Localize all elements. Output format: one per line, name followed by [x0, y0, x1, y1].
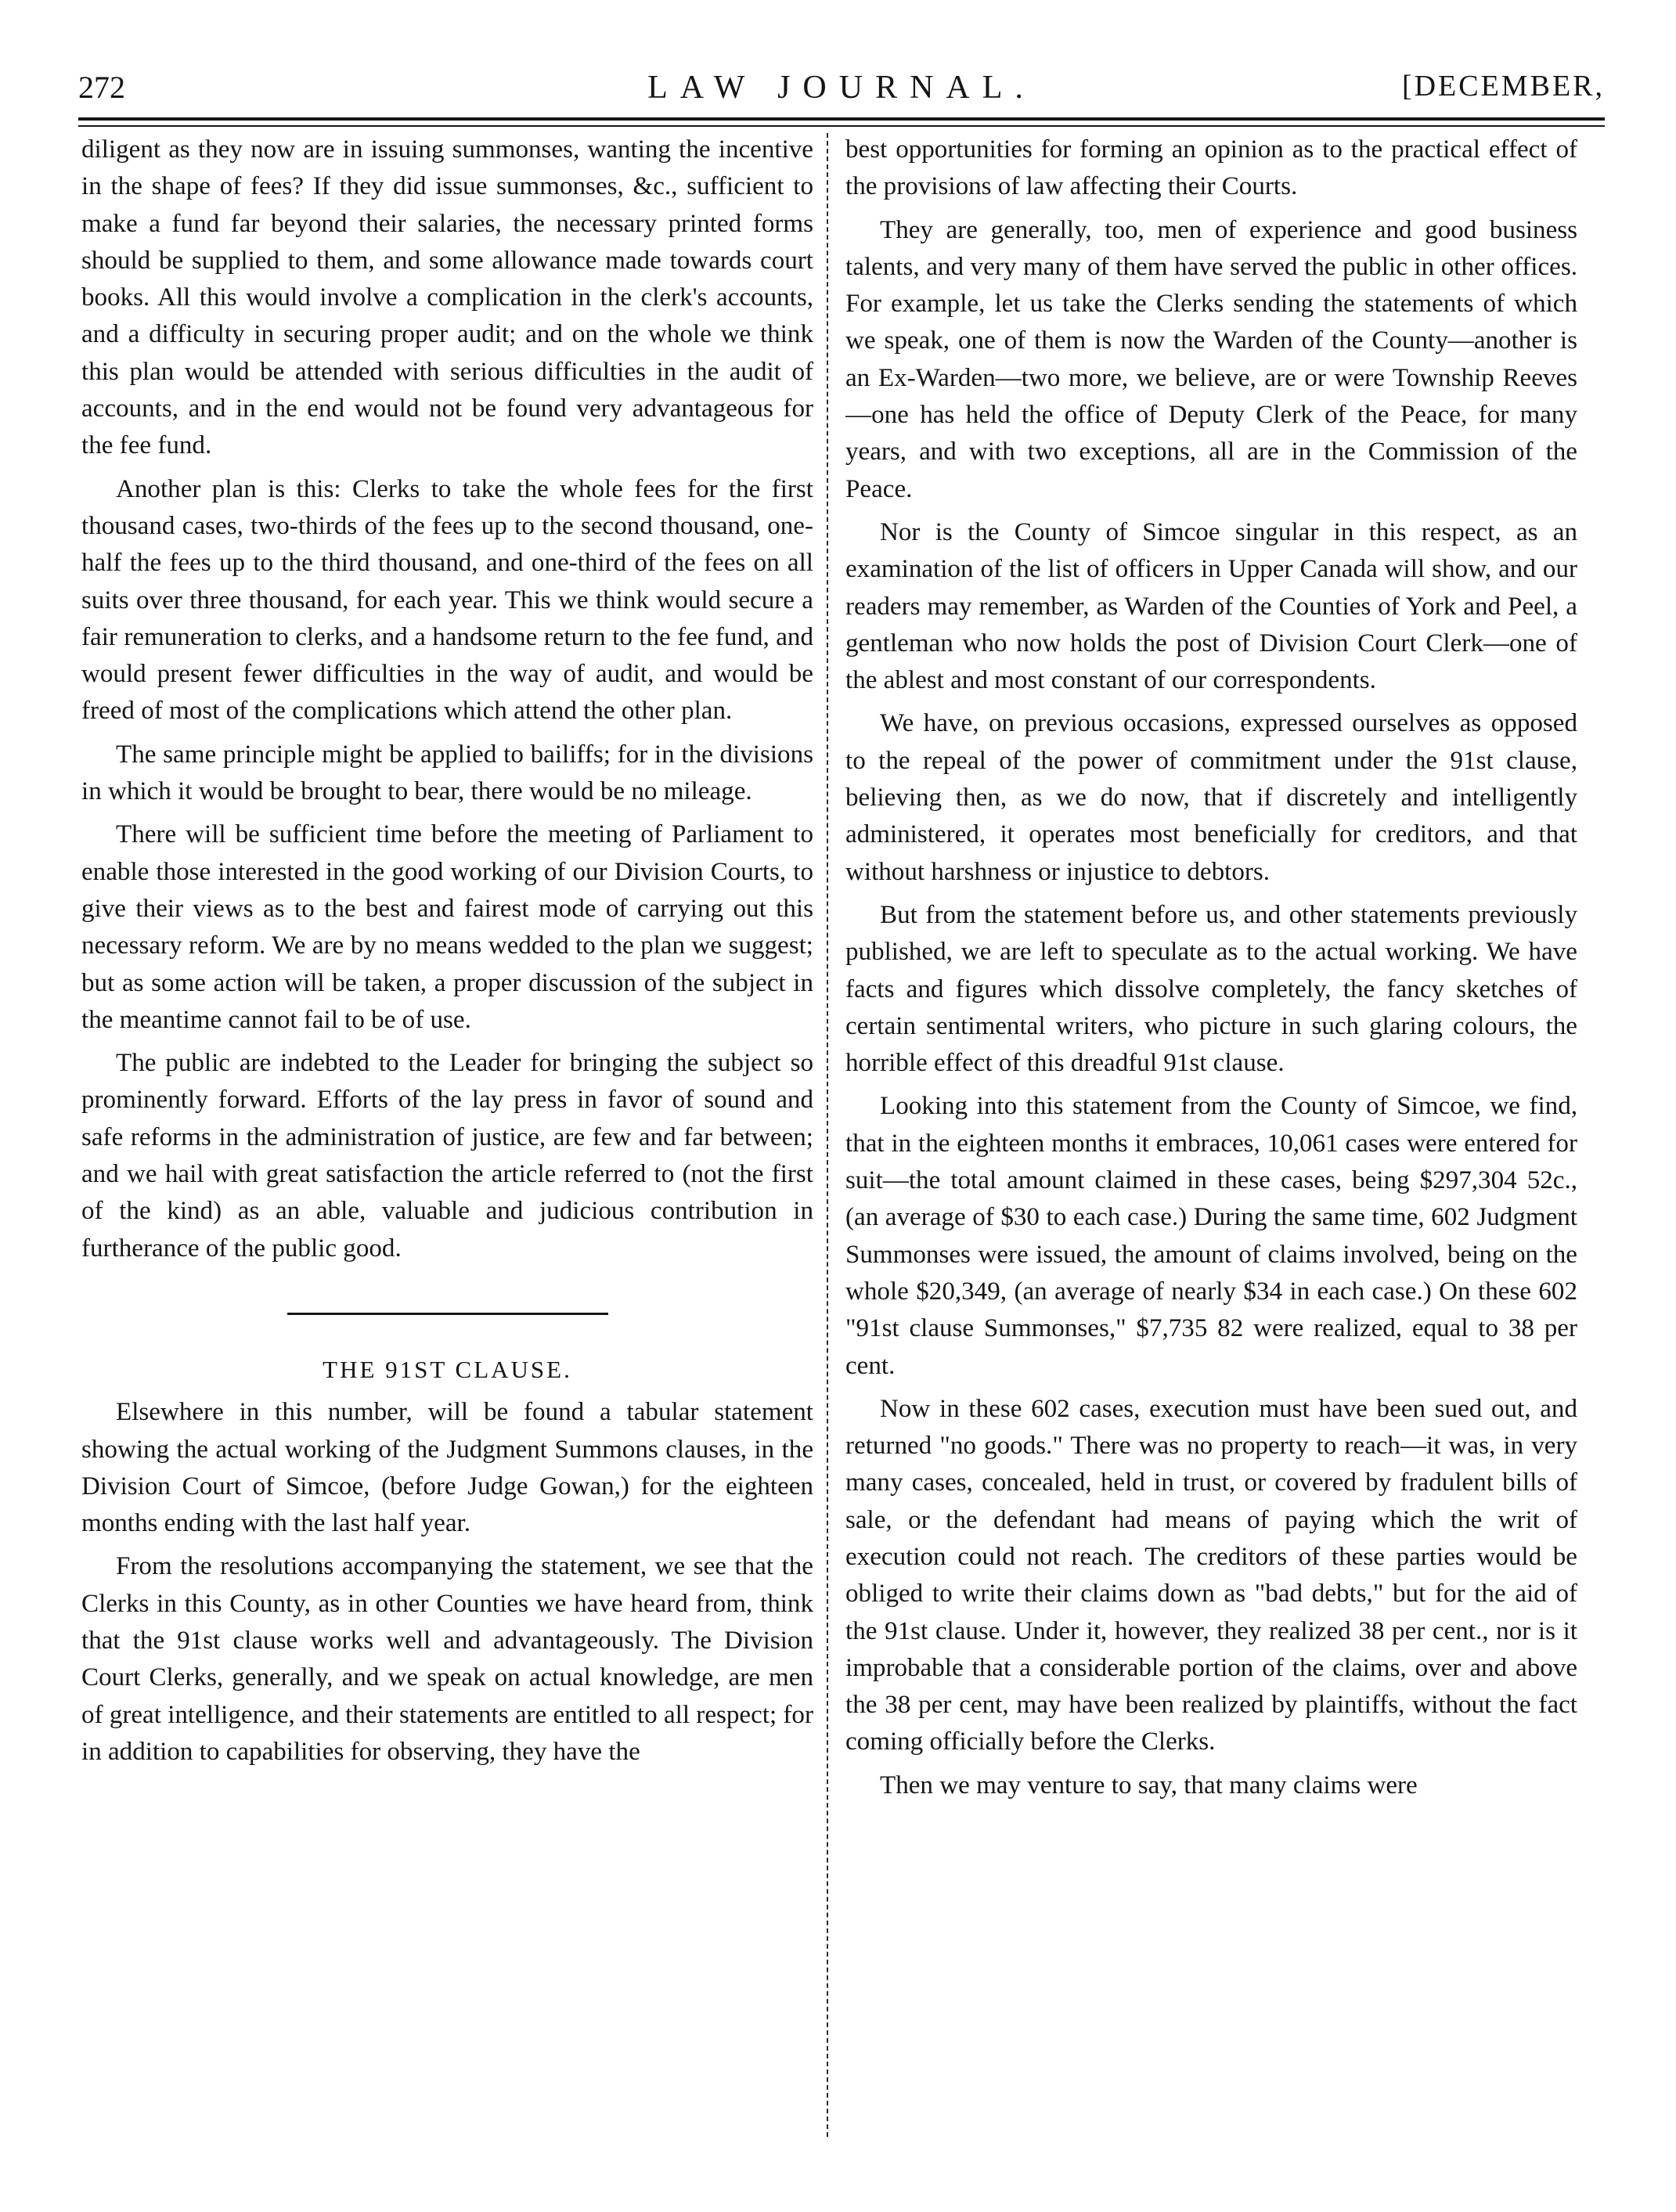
page-number: 272: [78, 70, 125, 105]
paragraph: But from the statement before us, and other statements previously published, we are left to speculate as to the actual working. We have facts and figures which dissolve completely, the fancy sketches of certain sentimental writers, who picture in such glaring colours, the horrible effect of this dreadful 91st clause.: [845, 900, 1577, 1078]
paragraph: There will be sufficient time before the meeting of Parliament to enable those interested in the good working of our Division Courts, to give their views as to the best and fairest mode of carrying out this necessary reform. We are by no means wedded to the plan we suggest; but as some action will be taken, a proper discussion of the subject in the meantime cannot fail to be of use.: [81, 820, 813, 1034]
header-rule: [78, 117, 1605, 121]
page-header: [78, 69, 1605, 116]
right-column: [845, 131, 1577, 2135]
paragraph: They are generally, too, men of experience and good business talents, and very many of them have served the public in other offices. For example, let us take the Clerks sending the statements of which we speak, one of them is now the Warden of the County—another is an Ex-Warden—two more, we believe, are or were Township Reeves—one has held the office of Deputy Clerk of the Peace, for many years, and with two exceptions, all are in the Commission of the Peace.: [845, 215, 1577, 503]
header-month: [DECEMBER,: [1401, 70, 1605, 103]
section-separator: [287, 1313, 608, 1315]
paragraph: best opportunities for forming an opinion as to the practical effect of the provisions of law affecting their Courts.: [845, 135, 1577, 201]
journal-title: LAW JOURNAL.: [647, 70, 1036, 106]
header-rule-thin: [78, 125, 1605, 127]
paragraph: Now in these 602 cases, execution must have been sued out, and returned "no goods." There was no property to reach—it was, in very many cases, concealed, held in trust, or covered by fradulent bills of sale, or the defendant had means of paying which the writ of execution could not reach. The creditors of these parties would be obliged to write their claims down as "bad debts," but for the aid of the 91st clause. Under it, however, they realized 38 per cent., nor is it improbable that a considerable portion of the claims, over and above the 38 per cent, may have been realized by plaintiffs, without the fact coming officially before the Clerks.: [845, 1394, 1577, 1756]
left-column: [81, 131, 813, 2135]
paragraph: From the resolutions accompanying the statement, we see that the Clerks in this County, as in other Counties we have heard from, think that the 91st clause works well and advantageously. The Division Court Clerks, generally, and we speak on actual knowledge, are men of great intelligence, and their statements are entitled to all respect; for in addition to capabilities for observing, they have the: [81, 1552, 813, 1766]
section-title: THE 91ST CLAUSE.: [323, 1355, 572, 1383]
paragraph: The public are indebted to the Leader for bringing the subject so prominently forward. Efforts of the lay press in favor of sound and safe reforms in the administration of justice, are few and far between; and we hail with great satisfaction the article referred to (not the first of the kind) as an able, valuable and judicious contribution in furtherance of the public good.: [81, 1049, 813, 1263]
column-divider: [827, 133, 828, 2137]
paragraph: We have, on previous occasions, expressed ourselves as opposed to the repeal of the power of commitment under the 91st clause, believing then, as we do now, that if discretely and intelligently administered, it operates most beneficially for creditors, and that without harshness or injustice to debtors.: [845, 709, 1577, 886]
paragraph: The same principle might be applied to bailiffs; for in the divisions in which it would be brought to bear, there would be no mileage.: [81, 740, 813, 806]
paragraph: Then we may venture to say, that many claims were: [880, 1771, 1418, 1800]
paragraph: Elsewhere in this number, will be found a tabular statement showing the actual working of the Judgment Summons clauses, in the Division Court of Simcoe, (before Judge Gowan,) for the eighteen months ending with the last half year.: [81, 1398, 813, 1538]
paragraph: Another plan is this: Clerks to take the whole fees for the first thousand cases, two-thirds of the fees up to the second thousand, one-half the fees up to the third thousand, and one-third of the fees on all suits over three thousand, for each year. This we think would secure a fair remuneration to clerks, and a handsome return to the fee fund, and would present fewer difficulties in the way of audit, and would be freed of most of the complications which attend the other plan.: [81, 474, 813, 726]
paragraph: Looking into this statement from the County of Simcoe, we find, that in the eighteen months it embraces, 10,061 cases were entered for suit—the total amount claimed in these cases, being $297,304 52c., (an average of $30 to each case.) During the same time, 602 Judgment Summonses were issued, the amount of claims involved, being on the whole $20,349, (an average of nearly $34 in each case.) On these 602 "91st clause Summonses," $7,735 82 were realized, equal to 38 per cent.: [845, 1092, 1577, 1380]
paragraph: Nor is the County of Simcoe singular in this respect, as an examination of the list of officers in Upper Canada will show, and our readers may remember, as Warden of the Counties of York and Peel, a gentleman who now holds the post of Division Court Clerk—one of the ablest and most constant of our correspondents.: [845, 517, 1577, 695]
paragraph: diligent as they now are in issuing summonses, wanting the incentive in the shape of fees? If they did issue summonses, &c., sufficient to make a fund far beyond their salaries, the necessary printed forms should be supplied to them, and some allowance made towards court books. All this would involve a complication in the clerk's accounts, and a difficulty in securing proper audit; and on the whole we think this plan would be attended with serious difficulties in the audit of accounts, and in the end would not be found very advantageous for the fee fund.: [81, 135, 813, 460]
